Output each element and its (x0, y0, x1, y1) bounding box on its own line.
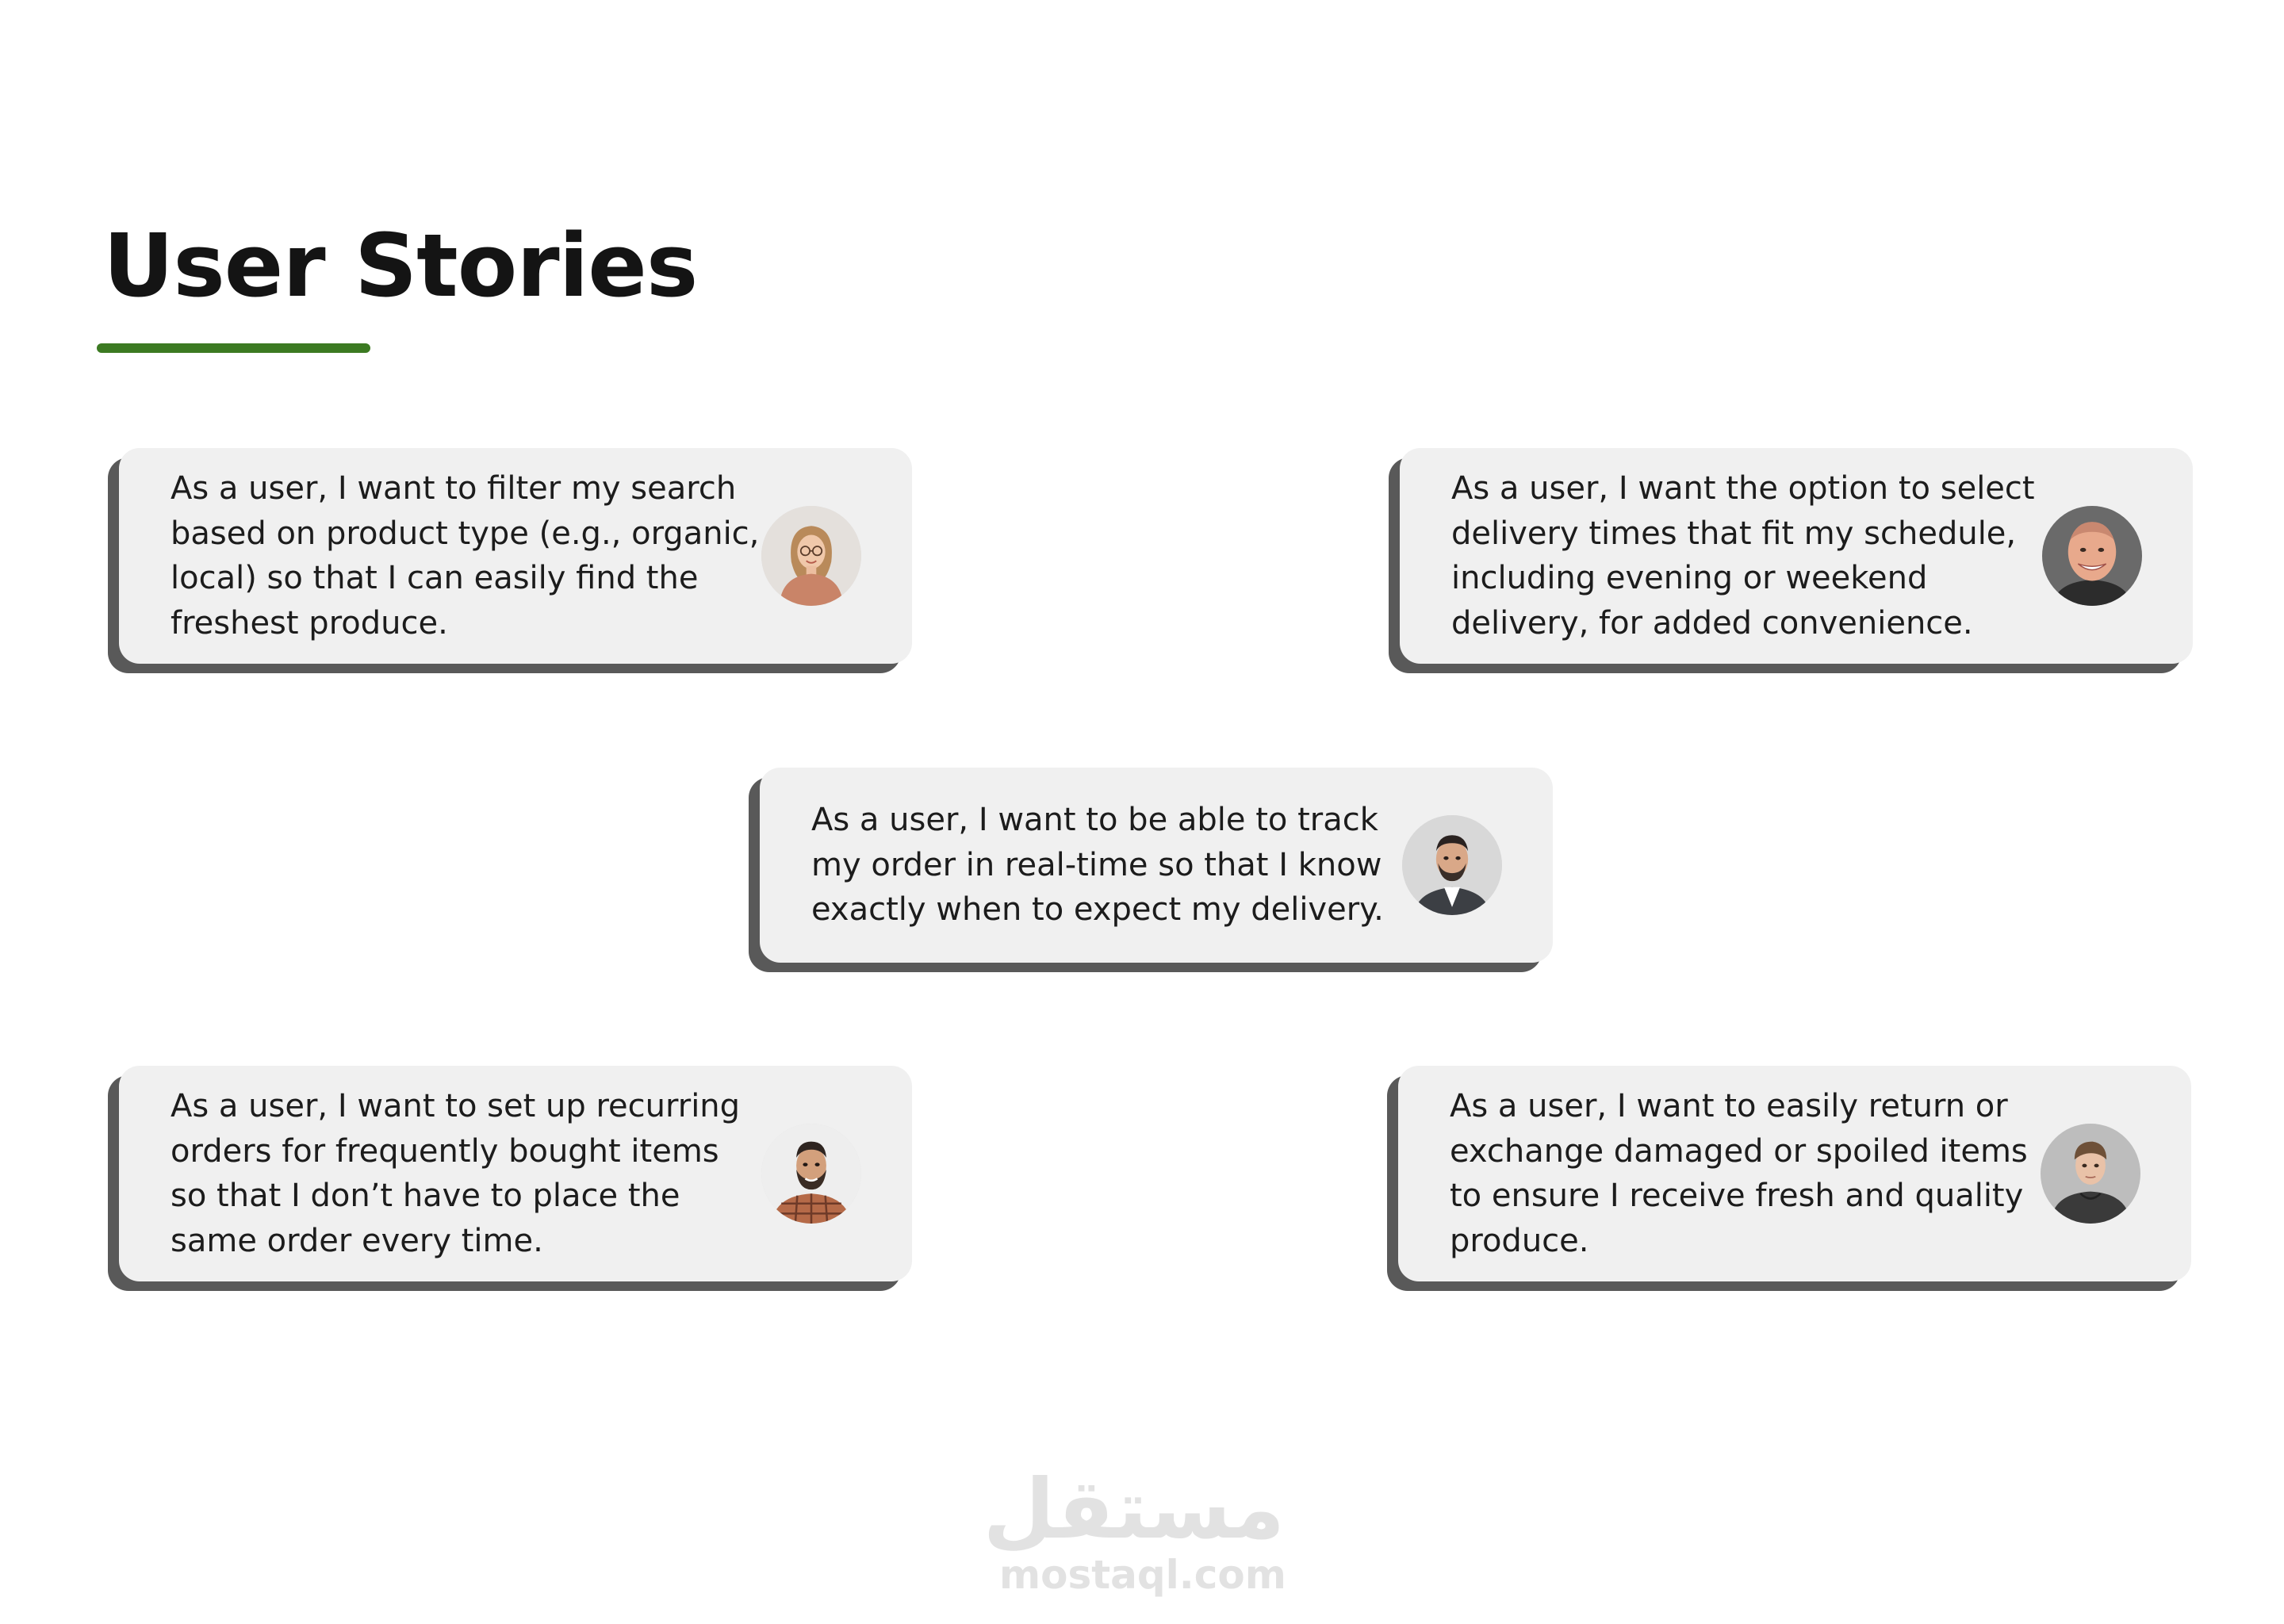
man-in-suit-avatar (1402, 815, 1502, 915)
user-story-text: As a user, I want to easily return or exchange damaged or spoiled items to ensure I receive fresh and quality produce. (1450, 1088, 2028, 1259)
user-story-card (1398, 1066, 2191, 1281)
mostaql-watermark (983, 1461, 1286, 1600)
young-man-hoodie-avatar (2041, 1124, 2140, 1224)
user-story-card (760, 768, 1553, 963)
user-story-text: As a user, I want the option to select delivery times that fit my schedule, including evening or weekend delivery, for added convenience. (1451, 470, 2035, 642)
user-story-text: As a user, I want to set up recurring orders for frequently bought items so that I don’t have to place the same order every time. (171, 1088, 741, 1259)
watermark-logo: مستقل (983, 1461, 1285, 1557)
user-story-text: As a user, I want to filter my search based on product type (e.g., organic, local) so that I can easily find the freshest produce. (171, 470, 760, 642)
smiling-bald-man-avatar (2042, 506, 2142, 606)
user-story-card (119, 1066, 912, 1281)
page-title: User Stories (103, 215, 698, 316)
user-story-card (1400, 448, 2193, 664)
bearded-man-plaid-shirt-avatar (761, 1124, 861, 1224)
title-underline (97, 343, 370, 353)
watermark-url: mostaql.com (999, 1552, 1286, 1598)
user-story-card (119, 448, 912, 664)
user-story-text: As a user, I want to be able to track my order in real-time so that I know exactly when to expect my delivery. (811, 802, 1384, 929)
woman-with-glasses-avatar (761, 506, 861, 606)
